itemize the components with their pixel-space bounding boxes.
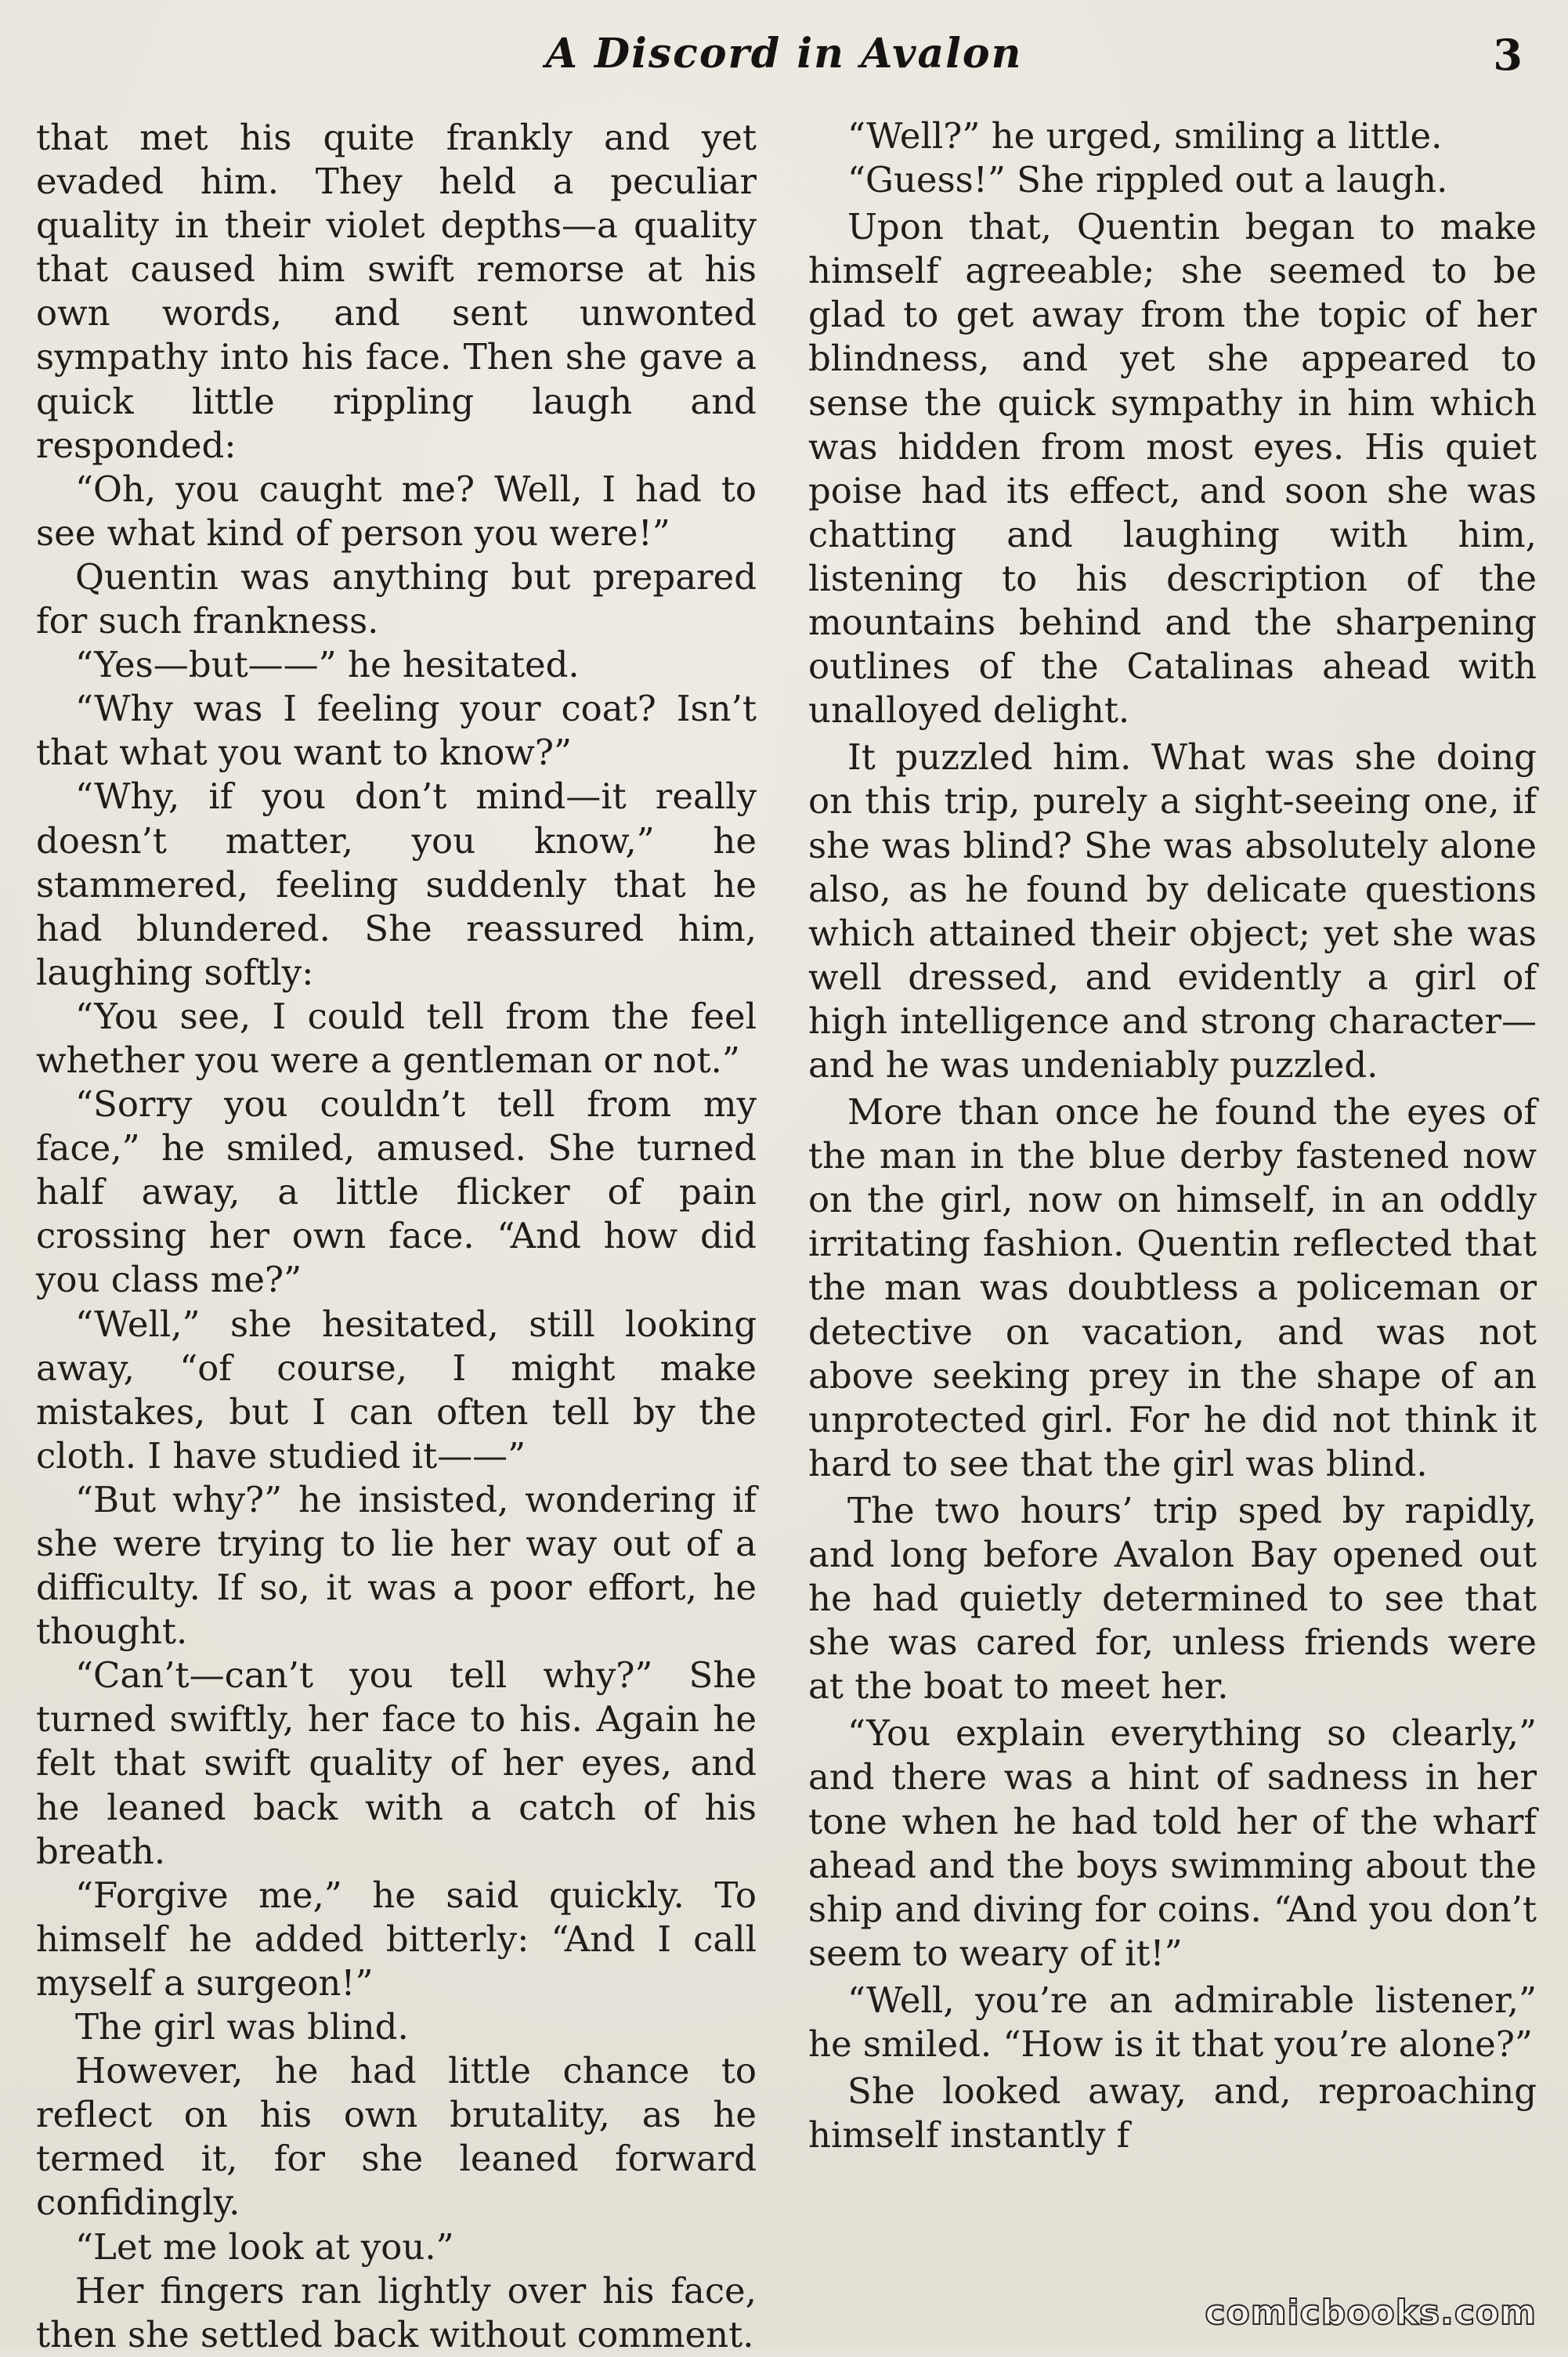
- paragraph: “Oh, you caught me? Well, I had to see what kind of person you were!”: [36, 468, 757, 554]
- paragraph: Upon that, Quentin began to make himself agreeable; she seemed to be glad to get away from the topic of her blindness, and yet she appeared to sense the quick sympathy in him which was hidden from most eyes. His quiet poise had its effect, and soon she was chatting and laughing with him, listening to his description of the mountains behind and the sharpening outlines of the Catalinas ahead with unalloyed delight.: [808, 206, 1537, 732]
- paragraph: that met his quite frankly and yet evaded him. They held a peculiar quality in their violet depths—a quality that caused him swift remorse at his own words, and sent unwonted sympathy into his face. Then she gave a quick little rippling laugh and responded:: [36, 117, 757, 466]
- paragraph: Quentin was anything but prepared for such frankness.: [36, 555, 757, 642]
- paragraph: “Why was I feeling your coat? Isn’t that what you want to know?”: [36, 688, 757, 774]
- paragraph: “You explain everything so clearly,” and there was a hint of sadness in her tone when he had told her of the wharf ahead and the boys swimming about the ship and diving for coins. “And you don’t seem to weary of it!”: [808, 1712, 1537, 1974]
- paragraph: “Well?” he urged, smiling a little.: [847, 115, 1443, 157]
- paragraph: The two hours’ trip sped by rapidly, and long before Avalon Bay opened out he had quietly determined to see that she was cared for, unless friends were at the boat to meet her.: [808, 1489, 1537, 1708]
- paragraph: “Forgive me,” he said quickly. To himself he added bitterly: “And I call myself a surgeon!”: [36, 1874, 757, 2004]
- paragraph: “Well, you’re an admirable listener,” he smiled. “How is it that you’re alone?”: [808, 1979, 1537, 2066]
- paragraph: “Can’t—can’t you tell why?” She turned swiftly, her face to his. Again he felt that swift quality of her eyes, and he leaned back with a catch of his breath.: [36, 1654, 757, 1872]
- paragraph: “Sorry you couldn’t tell from my face,” he smiled, amused. She turned half away, a little flicker of pain crossing her own face. “And how did you class me?”: [36, 1083, 757, 1301]
- paragraph: “Let me look at you.”: [75, 2225, 454, 2268]
- left-column: [36, 116, 757, 2357]
- paragraph: “But why?” he insisted, wondering if she were trying to lie her way out of a difficulty. If so, it was a poor effort, he thought.: [36, 1478, 757, 1653]
- paragraph: It puzzled him. What was she doing on this trip, purely a sight-seeing one, if she was blind? She was absolutely alone also, as he found by delicate questions which attained their object; yet she was well dressed, and evidently a girl of high intelligence and strong character—and he was undeniably puzzled.: [808, 736, 1537, 1086]
- paragraph: “Well,” she hesitated, still looking away, “of course, I might make mistakes, but I can often tell by the cloth. I have studied it——”: [36, 1303, 757, 1477]
- paragraph: “Why, if you don’t mind—it really doesn’t matter, you know,” he stammered, feeling suddenly that he had blundered. She reassured him, laughing softly:: [36, 775, 757, 993]
- paragraph: She looked away, and, reproaching himself instantly f: [808, 2070, 1537, 2156]
- watermark: comicbooks.com: [1205, 2293, 1537, 2333]
- running-title: A Discord in Avalon: [545, 30, 1023, 78]
- paragraph: The girl was blind.: [75, 2006, 409, 2048]
- page-header: [0, 30, 1568, 92]
- paragraph: Her fingers ran lightly over his face, then she settled back without comment.: [36, 2269, 757, 2355]
- paragraph: “Guess!” She rippled out a laugh.: [847, 159, 1448, 201]
- paragraph: “Yes—but——” he hesitated.: [75, 644, 580, 686]
- right-column: [808, 114, 1537, 2157]
- paragraph: More than once he found the eyes of the man in the blue derby fastened now on the girl, now on himself, in an oddly irritating fashion. Quentin reflected that the man was doubtless a policeman or detective on vacation, and was not above seeking prey in the shape of an unprotected girl. For he did not think it hard to see that the girl was blind.: [808, 1091, 1537, 1484]
- paragraph: “You see, I could tell from the feel whether you were a gentleman or not.”: [36, 995, 757, 1081]
- paragraph: However, he had little chance to reflect on his own brutality, as he termed it, for she leaned forward confidingly.: [36, 2050, 757, 2224]
- page-number: 3: [1493, 30, 1523, 80]
